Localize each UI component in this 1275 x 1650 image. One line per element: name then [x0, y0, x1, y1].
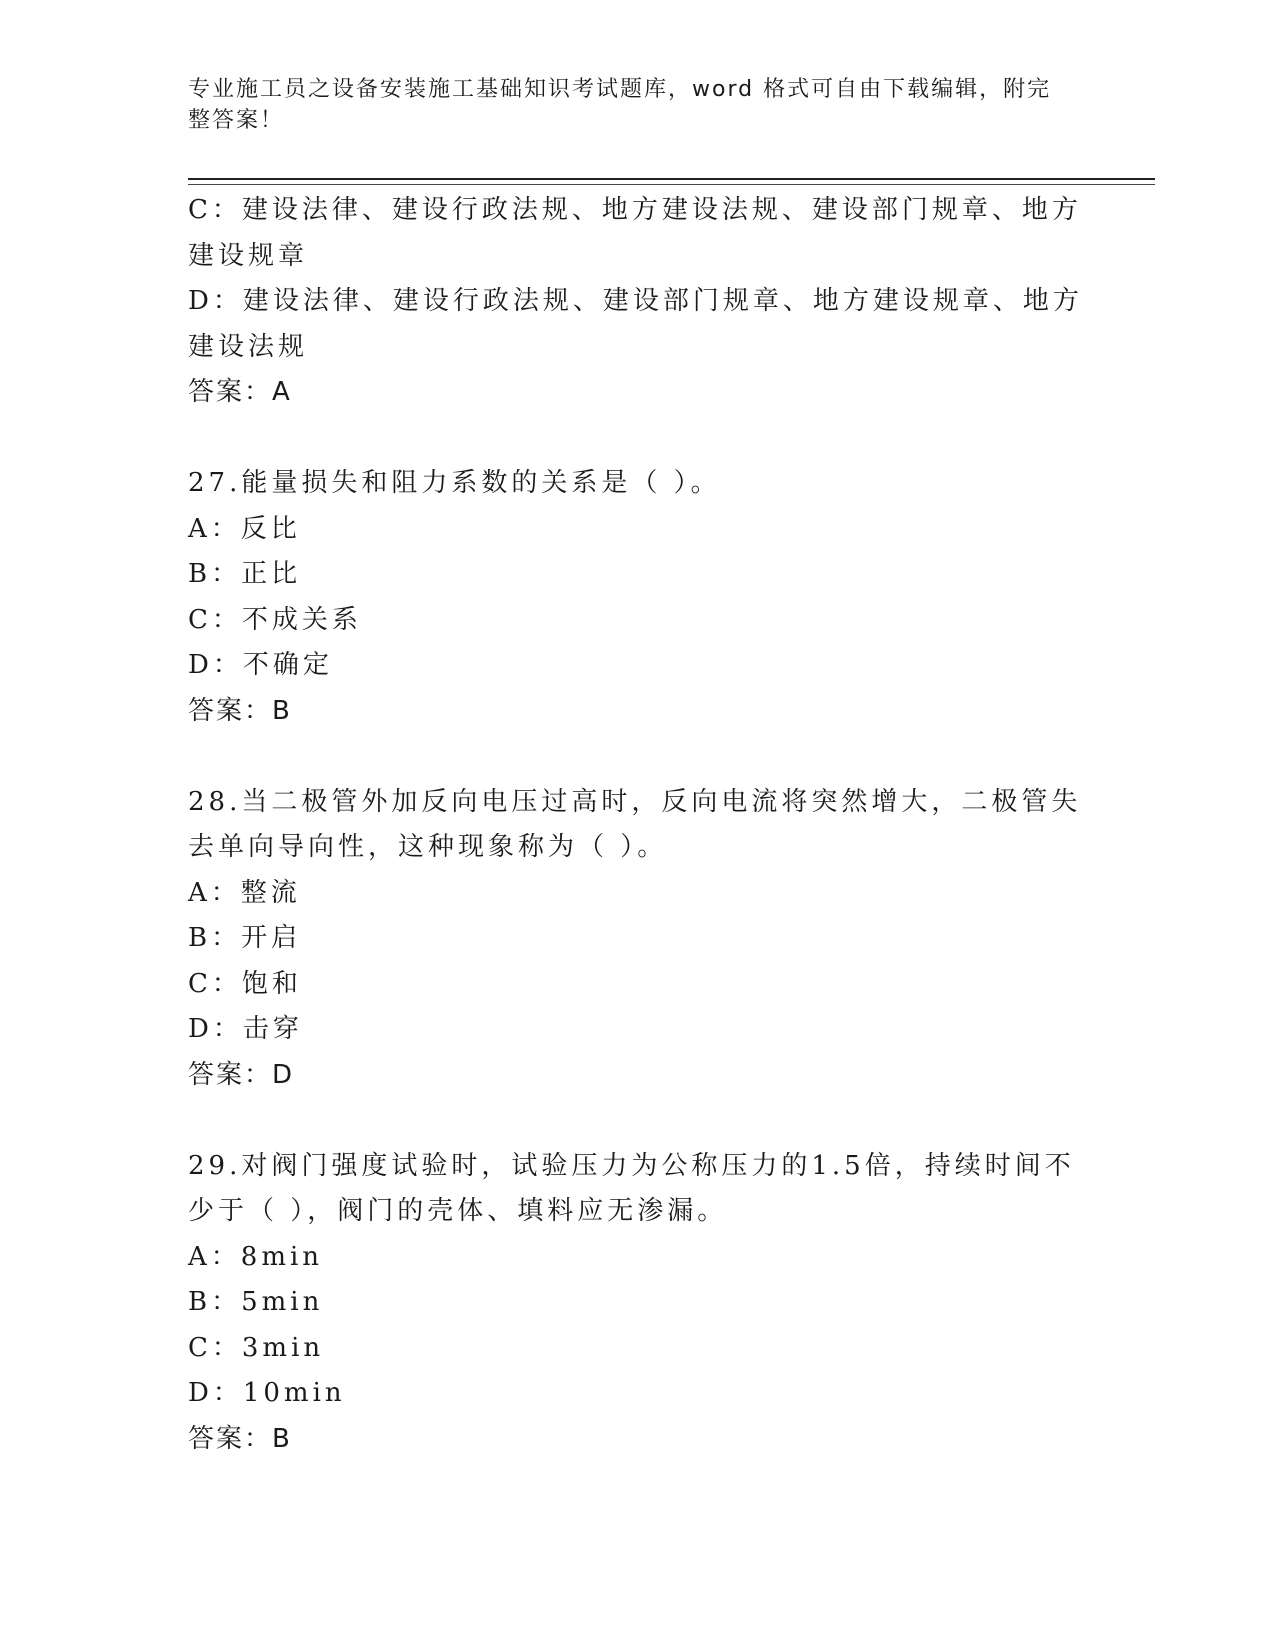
option-b: B：正比 [188, 559, 302, 589]
option-c: C：建设法律、建设行政法规、地方建设法规、建设部门规章、地方建设规章 [188, 195, 1082, 271]
option-b: B：5min [188, 1287, 324, 1317]
answer-line: 答案：B [188, 695, 292, 726]
option-d: D：不确定 [188, 650, 333, 680]
option-c: C：不成关系 [188, 604, 362, 635]
question-stem: 29.对阀门强度试验时，试验压力为公称压力的1.5倍，持续时间不少于（ ），阀门的壳体、填料应无渗漏。 [188, 1150, 1075, 1226]
option-d: D：10min [188, 1378, 346, 1408]
question-stem: 27.能量损失和阻力系数的关系是（ ）。 [188, 468, 721, 498]
header-divider-thin [188, 184, 1155, 185]
option-a: A：8min [188, 1241, 324, 1272]
option-a: A：整流 [188, 877, 301, 908]
question-block-27 [188, 461, 1088, 734]
option-d: D：建设法律、建设行政法规、建设部门规章、地方建设规章、地方建设法规 [188, 286, 1083, 362]
answer-line: 答案：D [188, 1059, 295, 1090]
answer-line: 答案：B [188, 1423, 292, 1454]
option-c: C：3min [188, 1332, 325, 1363]
header-divider-thick [188, 178, 1155, 180]
option-c: C：饱和 [188, 968, 302, 999]
question-block-28 [188, 780, 1088, 1099]
question-block-29 [188, 1144, 1088, 1463]
spacer [188, 1098, 1088, 1144]
spacer [188, 734, 1088, 780]
question-list [188, 188, 1088, 1462]
answer-line: 答案：A [188, 377, 292, 407]
option-a: A：反比 [188, 513, 301, 544]
option-b: B：开启 [188, 923, 302, 953]
document-header: 专业施工员之设备安装施工基础知识考试题库，word 格式可自由下载编辑，附完整答案！ [188, 77, 1052, 133]
spacer [188, 416, 1088, 462]
question-block-continued [188, 188, 1088, 416]
option-d: D：击穿 [188, 1014, 303, 1044]
question-stem: 28.当二极管外加反向电压过高时，反向电流将突然增大，二极管失去单向导向性，这种现象称为（ ）。 [188, 786, 1082, 862]
